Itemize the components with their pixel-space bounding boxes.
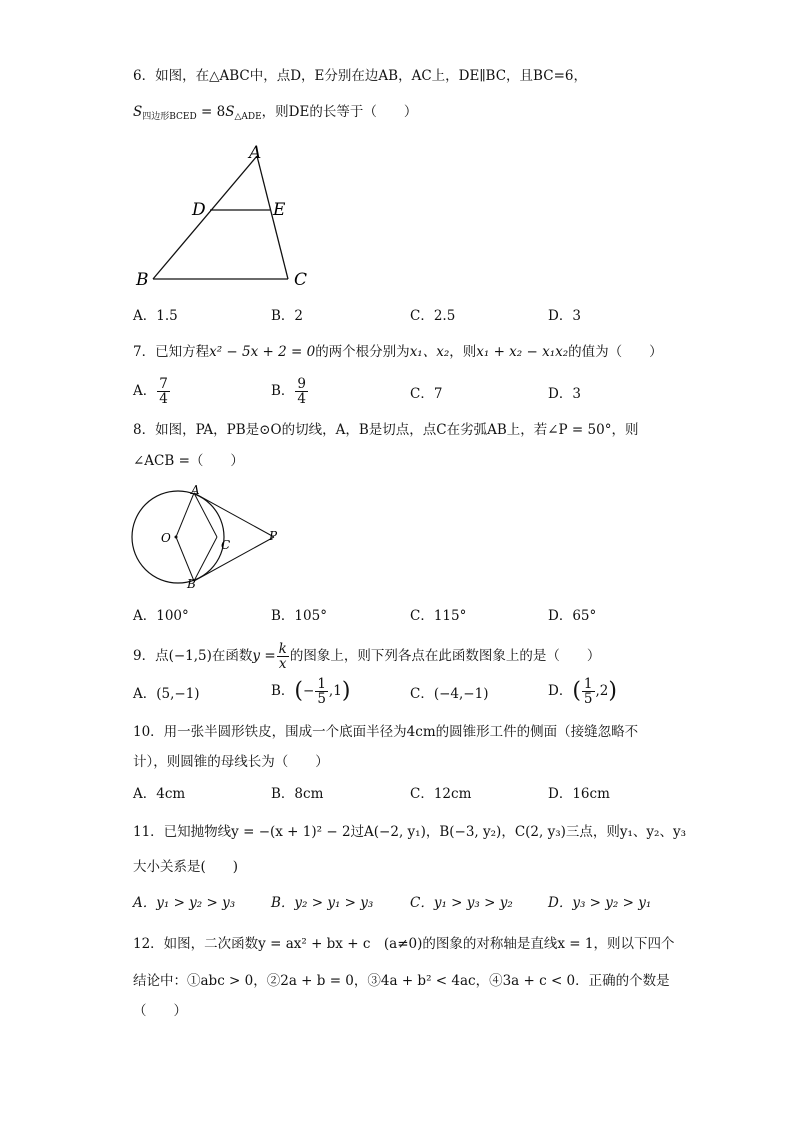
q7-equation: x² − 5x + 2 = 0: [209, 344, 316, 360]
q8-stem-line1: 8．如图，PA，PB是⊙O的切线，A，B是切点，点C在劣弧AB上，若∠P = 50°，则: [133, 422, 639, 438]
q7-expression: x₁ + x₂ − x₁x₂: [476, 344, 569, 360]
option-letter: B．: [271, 683, 295, 699]
denominator: 5: [317, 691, 326, 707]
q6-tail: ，则DE的长等于（ ）: [261, 104, 418, 120]
option-value: (5,−1): [156, 686, 200, 702]
q7-mid: 的两个根分别为: [315, 344, 410, 360]
q7-pre: 7．已知方程: [133, 344, 210, 360]
numerator: k: [278, 641, 287, 657]
option-tail: ,1: [328, 683, 342, 699]
area-sub-tri: △ADE: [234, 112, 262, 122]
q10-option-d[interactable]: D．16cm: [548, 786, 610, 802]
q8-option-b[interactable]: B．105°: [271, 608, 327, 624]
q9-fraction: [277, 642, 289, 671]
option-value: (−4,−1): [433, 686, 489, 702]
fraction: [315, 677, 328, 706]
q7-tail: 的值为（ ）: [568, 344, 663, 360]
triangle-figure: [130, 142, 330, 292]
q6-option-b[interactable]: B．2: [271, 308, 304, 324]
q9-stem: [133, 642, 600, 671]
label-O: O: [161, 531, 171, 545]
q9-option-d[interactable]: D．( $\frac{1}{5}$ ,2): [548, 676, 617, 707]
q7-roots: x₁、x₂: [409, 344, 450, 360]
label-P: P: [269, 529, 278, 543]
q12-stem-line1: 12．如图，二次函数y = ax² + bx + c (a≠0)的图象的对称轴是直线x = 1，则以下四个: [133, 936, 675, 952]
q9-option-b[interactable]: B．(− $\frac{1}{5}$ ,1): [271, 676, 351, 707]
q7-option-d[interactable]: [548, 384, 581, 404]
option-letter: D．: [548, 386, 573, 402]
q7-mid2: ，则: [449, 344, 477, 360]
denominator: x: [278, 656, 287, 672]
option-letter: C．: [410, 686, 434, 702]
q11-option-b[interactable]: B．y₂ > y₁ > y₃: [271, 895, 374, 911]
option-value: 7: [433, 386, 443, 402]
denominator: 5: [583, 691, 593, 707]
minus-sign: −: [303, 683, 315, 699]
q12-stem-line3: （ ）: [133, 1003, 187, 1019]
q9-option-a[interactable]: [133, 684, 200, 704]
label-A: A: [191, 483, 200, 497]
q8-option-a[interactable]: A．100°: [133, 608, 189, 624]
q6-option-c[interactable]: C．2.5: [410, 308, 456, 324]
q11-option-d[interactable]: D．y₃ > y₂ > y₁: [548, 895, 652, 911]
q9-tail: 的图象上，则下列各点在此函数图象上的是（ ）: [289, 648, 601, 664]
numerator: 9: [297, 376, 307, 392]
option-letter: A．: [133, 686, 157, 702]
q6-stem-line1: 6．如图，在△ABC中，点D，E分别在边AB，AC上，DE∥BC，且BC=6，: [133, 68, 587, 84]
q6-option-d[interactable]: D．3: [548, 308, 581, 324]
area-sub-quad: 四边形BCED: [142, 112, 197, 122]
q8-stem-line2: ∠ACB =（ ）: [133, 453, 244, 469]
label-D: D: [192, 200, 206, 220]
q10-stem-line1: 10．用一张半圆形铁皮，围成一个底面半径为4cm的圆锥形工件的侧面（接缝忽略不: [133, 724, 639, 740]
q11-option-c[interactable]: C．y₁ > y₃ > y₂: [410, 895, 513, 911]
denominator: 4: [297, 391, 307, 407]
numerator: 1: [317, 676, 326, 692]
circle-tangent-figure: [128, 482, 298, 592]
label-C: C: [221, 538, 231, 552]
label-E: E: [273, 200, 286, 220]
option-letter: A．: [133, 383, 157, 399]
area-symbol: S: [133, 104, 143, 120]
q7-option-b[interactable]: [271, 377, 309, 406]
q6-stem-line2: [133, 102, 417, 127]
denominator: 4: [159, 391, 168, 407]
option-letter: D．: [548, 683, 573, 699]
q10-stem-line2: 计），则圆锥的母线长为（ ）: [133, 754, 329, 770]
numerator: 1: [583, 676, 593, 692]
option-tail: ,2: [595, 683, 609, 699]
q9-option-c[interactable]: [410, 684, 488, 704]
option-letter: B．: [271, 383, 295, 399]
q11-option-a[interactable]: A．y₁ > y₂ > y₃: [133, 895, 236, 911]
q9-y: y =: [252, 648, 276, 664]
q11-stem-line1: 11．已知抛物线y = −(x + 1)² − 2过A(−2, y₁)，B(−3, y₂)，C(2, y₃)三点，则y₁、y₂、y₃: [133, 824, 687, 840]
option-letter: C．: [410, 386, 434, 402]
numerator: 7: [159, 376, 168, 392]
area-equals: = 8: [196, 104, 226, 120]
q8-option-c[interactable]: C．115°: [410, 608, 467, 624]
q7-stem: [133, 342, 663, 362]
option-value: 3: [572, 386, 581, 402]
q6-option-a[interactable]: A．1.5: [133, 308, 178, 324]
area-symbol-2: S: [225, 104, 235, 120]
q10-option-b[interactable]: B．8cm: [271, 786, 324, 802]
fraction: [157, 377, 170, 406]
label-C: C: [294, 270, 308, 290]
q9-pre: 9．点(−1,5)在函数: [133, 648, 253, 664]
q11-stem-line2: 大小关系是( ): [133, 859, 239, 875]
label-A: A: [249, 143, 262, 163]
fraction: [582, 677, 595, 706]
q8-option-d[interactable]: D．65°: [548, 608, 597, 624]
q7-option-a[interactable]: [133, 377, 171, 406]
label-B: B: [136, 270, 149, 290]
label-B: B: [187, 577, 196, 591]
q10-option-a[interactable]: A．4cm: [133, 786, 186, 802]
q7-option-c[interactable]: [410, 384, 442, 404]
q10-option-c[interactable]: C．12cm: [410, 786, 472, 802]
q12-stem-line2: 结论中：①abc > 0，②2a + b = 0，③4a + b² < 4ac，④3a + c < 0．正确的个数是: [133, 973, 670, 989]
fraction: [295, 377, 308, 406]
